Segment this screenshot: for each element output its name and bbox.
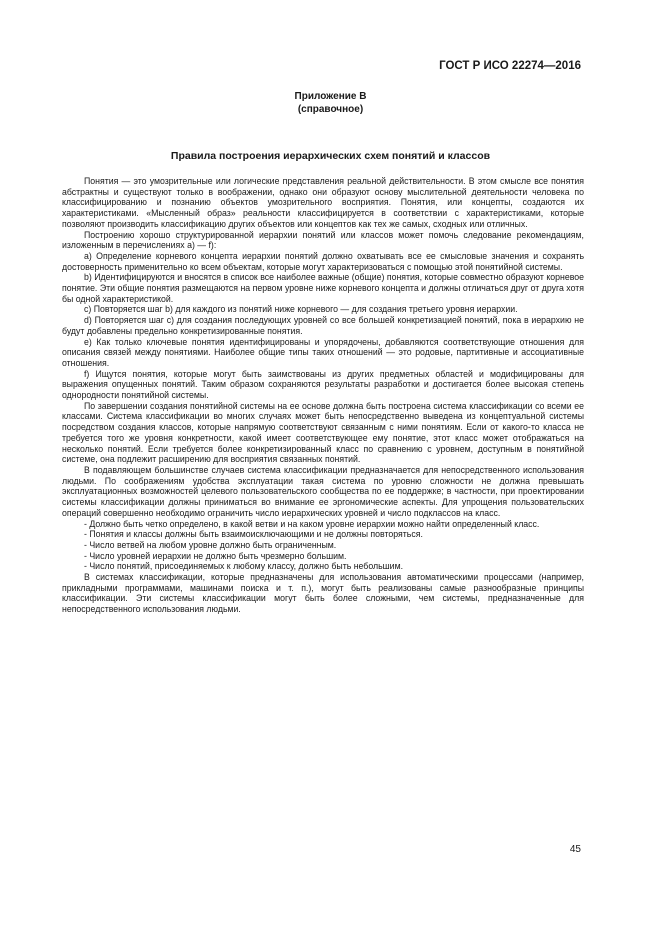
page-number: 45 (569, 844, 581, 855)
annex-heading (0, 90, 661, 116)
annex-type: (справочное) (297, 104, 364, 115)
list-item-d: d) Повторяется шаг c) для создания последующих уровней со все большей конкретизацией понятий, пока в иерархию не будут добавлены предельно конкретизированные понятия. (62, 315, 584, 336)
list-item-f: f) Ищутся понятия, которые могут быть заимствованы из других предметных областей и модифицированы для выражения опущенных понятий. Таким образом сохраняются результаты разработки и достигается более высокая степень однородности понятийной системы. (62, 368, 584, 401)
dash-list-item: - Число понятий, присоединяемых к любому классу, должно быть небольшим. (84, 561, 404, 572)
body-text (62, 176, 584, 615)
paragraph: По завершении создания понятийной системы на ее основе должна быть построена система классификации со всеми ее классами. Система классификации во многих случаях может быть непосредственно выведена из концептуальной системы посредством создания классов, которые напрямую соответствуют связанным с ними понятиям. Если от какого-то класса не требуется того же уровня конкретности, какой имеет соответствующее ему понятие, этот класс может отображаться на несколько понятий. Если требуется более конкретизированный класс по сравнению с уровнем, доступным в понятийной системе, она подлежит расширению для восприятия связанных понятий. (62, 400, 584, 465)
paragraph: В подавляющем большинстве случаев система классификации предназначается для непосредственного использования людьми. По соображениям удобства эксплуатации такая система по уровню сложности не должна превышать эксплуатационных возможностей целевого пользовательского сообщества по ее поддержке; в частности, при проектировании системы классификации должны приниматься во внимание ее эргономические аспекты. Для упрощения пользовательских операций совершенно необходимо ограничить число иерархических уровней и число подклассов на класс. (62, 464, 584, 518)
dash-list-item: - Число ветвей на любом уровне должно быть ограниченным. (84, 539, 337, 550)
list-item-b: b) Идентифицируются и вносятся в список все наиболее важные (общие) понятия, которые совместно образуют корневое понятие. Эти общие понятия размещаются на первом уровне ниже корневого концепта и должны отличаться друг от друга хотя бы одной характеристикой. (62, 272, 584, 304)
paragraph: Понятия — это умозрительные или логические представления реальной действительности. В этом смысле все понятия абстрактны и существуют только в воображении, однако они образуют основу мыслительной деятельности человека по классифицированию и познанию объектов умозрительного восприятия. Понятия, или концепты, создаются их характеристиками. «Мысленный образ» реальности классифицируется в соответствии с характеристиками, которые позволяют производить классификацию других объектов или концептов как тех же самых, сходных или отличных. (62, 176, 584, 229)
dash-list-item: - Понятия и классы должны быть взаимоисключающими и не должны повторяться. (84, 529, 423, 540)
annex-title: Приложение В (294, 91, 367, 102)
standard-designation: ГОСТ Р ИСО 22274—2016 (439, 60, 581, 72)
list-item-a: a) Определение корневого концепта иерархии понятий должно охватывать все ее смысловые значения и сохранять достоверность применительно ко всем объектам, которые могут характеризоваться с помощью этой понятийной системы. (62, 250, 584, 272)
section-title: Правила построения иерархических схем понятий и классов (170, 150, 491, 162)
paragraph: В системах классификации, которые предназначены для использования автоматическими процессами (например, прикладными программами, машинами поиска и т. п.), могут быть реализованы самые разнообразные принципы классификации. Эти системы классификации могут быть более сложными, чем системы, предназначенные для непосредственного использования людьми. (62, 572, 584, 615)
paragraph: Построению хорошо структурированной иерархии понятий или классов может помочь следование рекомендациям, изложенным в перечислениях a) — f): (62, 229, 584, 251)
list-item-c: c) Повторяется шаг b) для каждого из понятий ниже корневого — для создания третьего уровня иерархии. (84, 304, 518, 315)
list-item-e: e) Как только ключевые понятия идентифицированы и упорядочены, добавляются соответствующие отношения для описания связей между понятиями. Наиболее общие типы таких отношений — это родовые, партитивные и ассоциативные отношения. (62, 336, 584, 368)
dash-list-item: - Число уровней иерархии не должно быть чрезмерно большим. (84, 550, 347, 561)
dash-list-item: - Должно быть четко определено, в какой ветви и на каком уровне иерархии можно найти определенный класс. (84, 518, 540, 529)
